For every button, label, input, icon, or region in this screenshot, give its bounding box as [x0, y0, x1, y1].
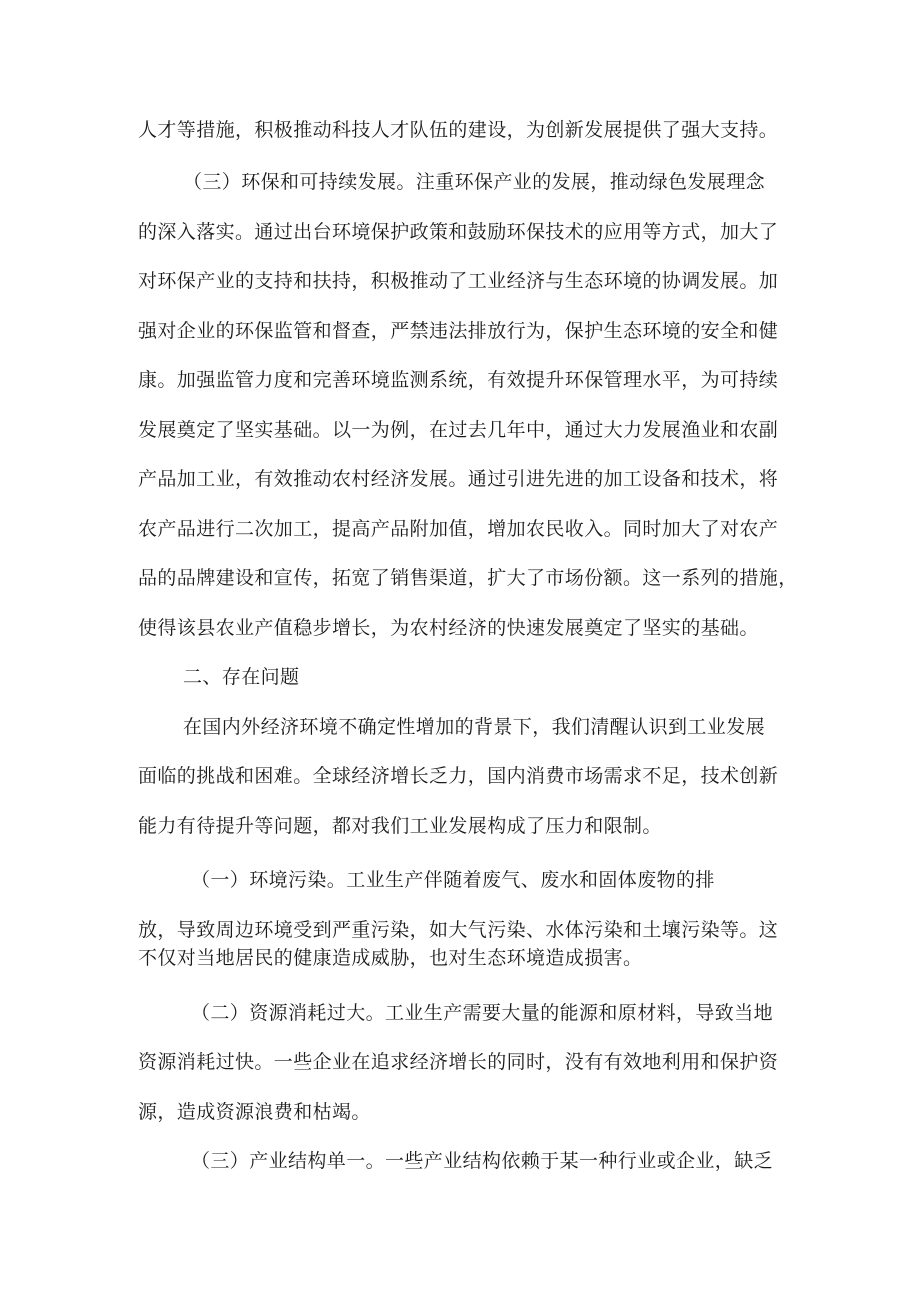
text-line: 产品加工业，有效推动农村经济发展。通过引进先进的加工设备和技术，将 — [138, 468, 779, 490]
text-line: 能力有待提升等问题，都对我们工业发展构成了压力和限制。 — [138, 815, 662, 837]
text-line: 强对企业的环保监管和督查，严禁违法排放行为，保护生态环境的安全和健 — [138, 320, 779, 342]
text-line: 的深入落实。通过出台环境保护政策和鼓励环保技术的应用等方式，加大了 — [138, 221, 779, 243]
text-line: 在国内外经济环境不确定性增加的背景下，我们清醒认识到工业发展 — [183, 716, 766, 738]
text-line: 放，导致周边环境受到严重污染，如大气污染、水体污染和土壤污染等。这 — [138, 919, 779, 941]
text-line: 人才等措施，积极推动科技人才队伍的建设，为创新发展提供了强大支持。 — [138, 119, 779, 141]
text-line: 发展奠定了坚实基础。以一为例，在过去几年中，通过大力发展渔业和农副 — [138, 419, 779, 441]
text-line: 使得该县农业产值稳步增长，为农村经济的快速发展奠定了坚实的基础。 — [138, 617, 759, 639]
text-line: 农产品进行二次加工，提高产品附加值，增加农民收入。同时加大了对农产 — [138, 518, 779, 540]
text-line: （三）产业结构单一。一些产业结构依赖于某一种行业或企业，缺乏 — [191, 1150, 774, 1172]
text-line: （三）环保和可持续发展。注重环保产业的发展，推动绿色发展理念 — [183, 171, 766, 193]
section-heading: 二、存在问题 — [183, 666, 300, 688]
text-line: （二）资源消耗过大。工业生产需要大量的能源和原材料，导致当地 — [191, 1002, 774, 1024]
text-line: （一）环境污染。工业生产伴随着废气、废水和固体废物的排 — [191, 869, 715, 891]
text-line: 面临的挑战和困难。全球经济增长乏力，国内消费市场需求不足，技术创新 — [138, 765, 779, 787]
text-line: 源，造成资源浪费和枯竭。 — [138, 1101, 371, 1123]
text-line: 对环保产业的支持和扶持，积极推动了工业经济与生态环境的协调发展。加 — [138, 270, 779, 292]
text-line: 资源消耗过快。一些企业在追求经济增长的同时，没有有效地利用和保护资 — [138, 1051, 779, 1073]
text-line: 不仅对当地居民的健康造成威胁，也对生态环境造成损害。 — [138, 947, 643, 969]
text-line: 品的品牌建设和宣传，拓宽了销售渠道，扩大了市场份额。这一系列的措施， — [138, 567, 798, 589]
text-line: 康。加强监管力度和完善环境监测系统，有效提升环保管理水平，为可持续 — [138, 369, 779, 391]
